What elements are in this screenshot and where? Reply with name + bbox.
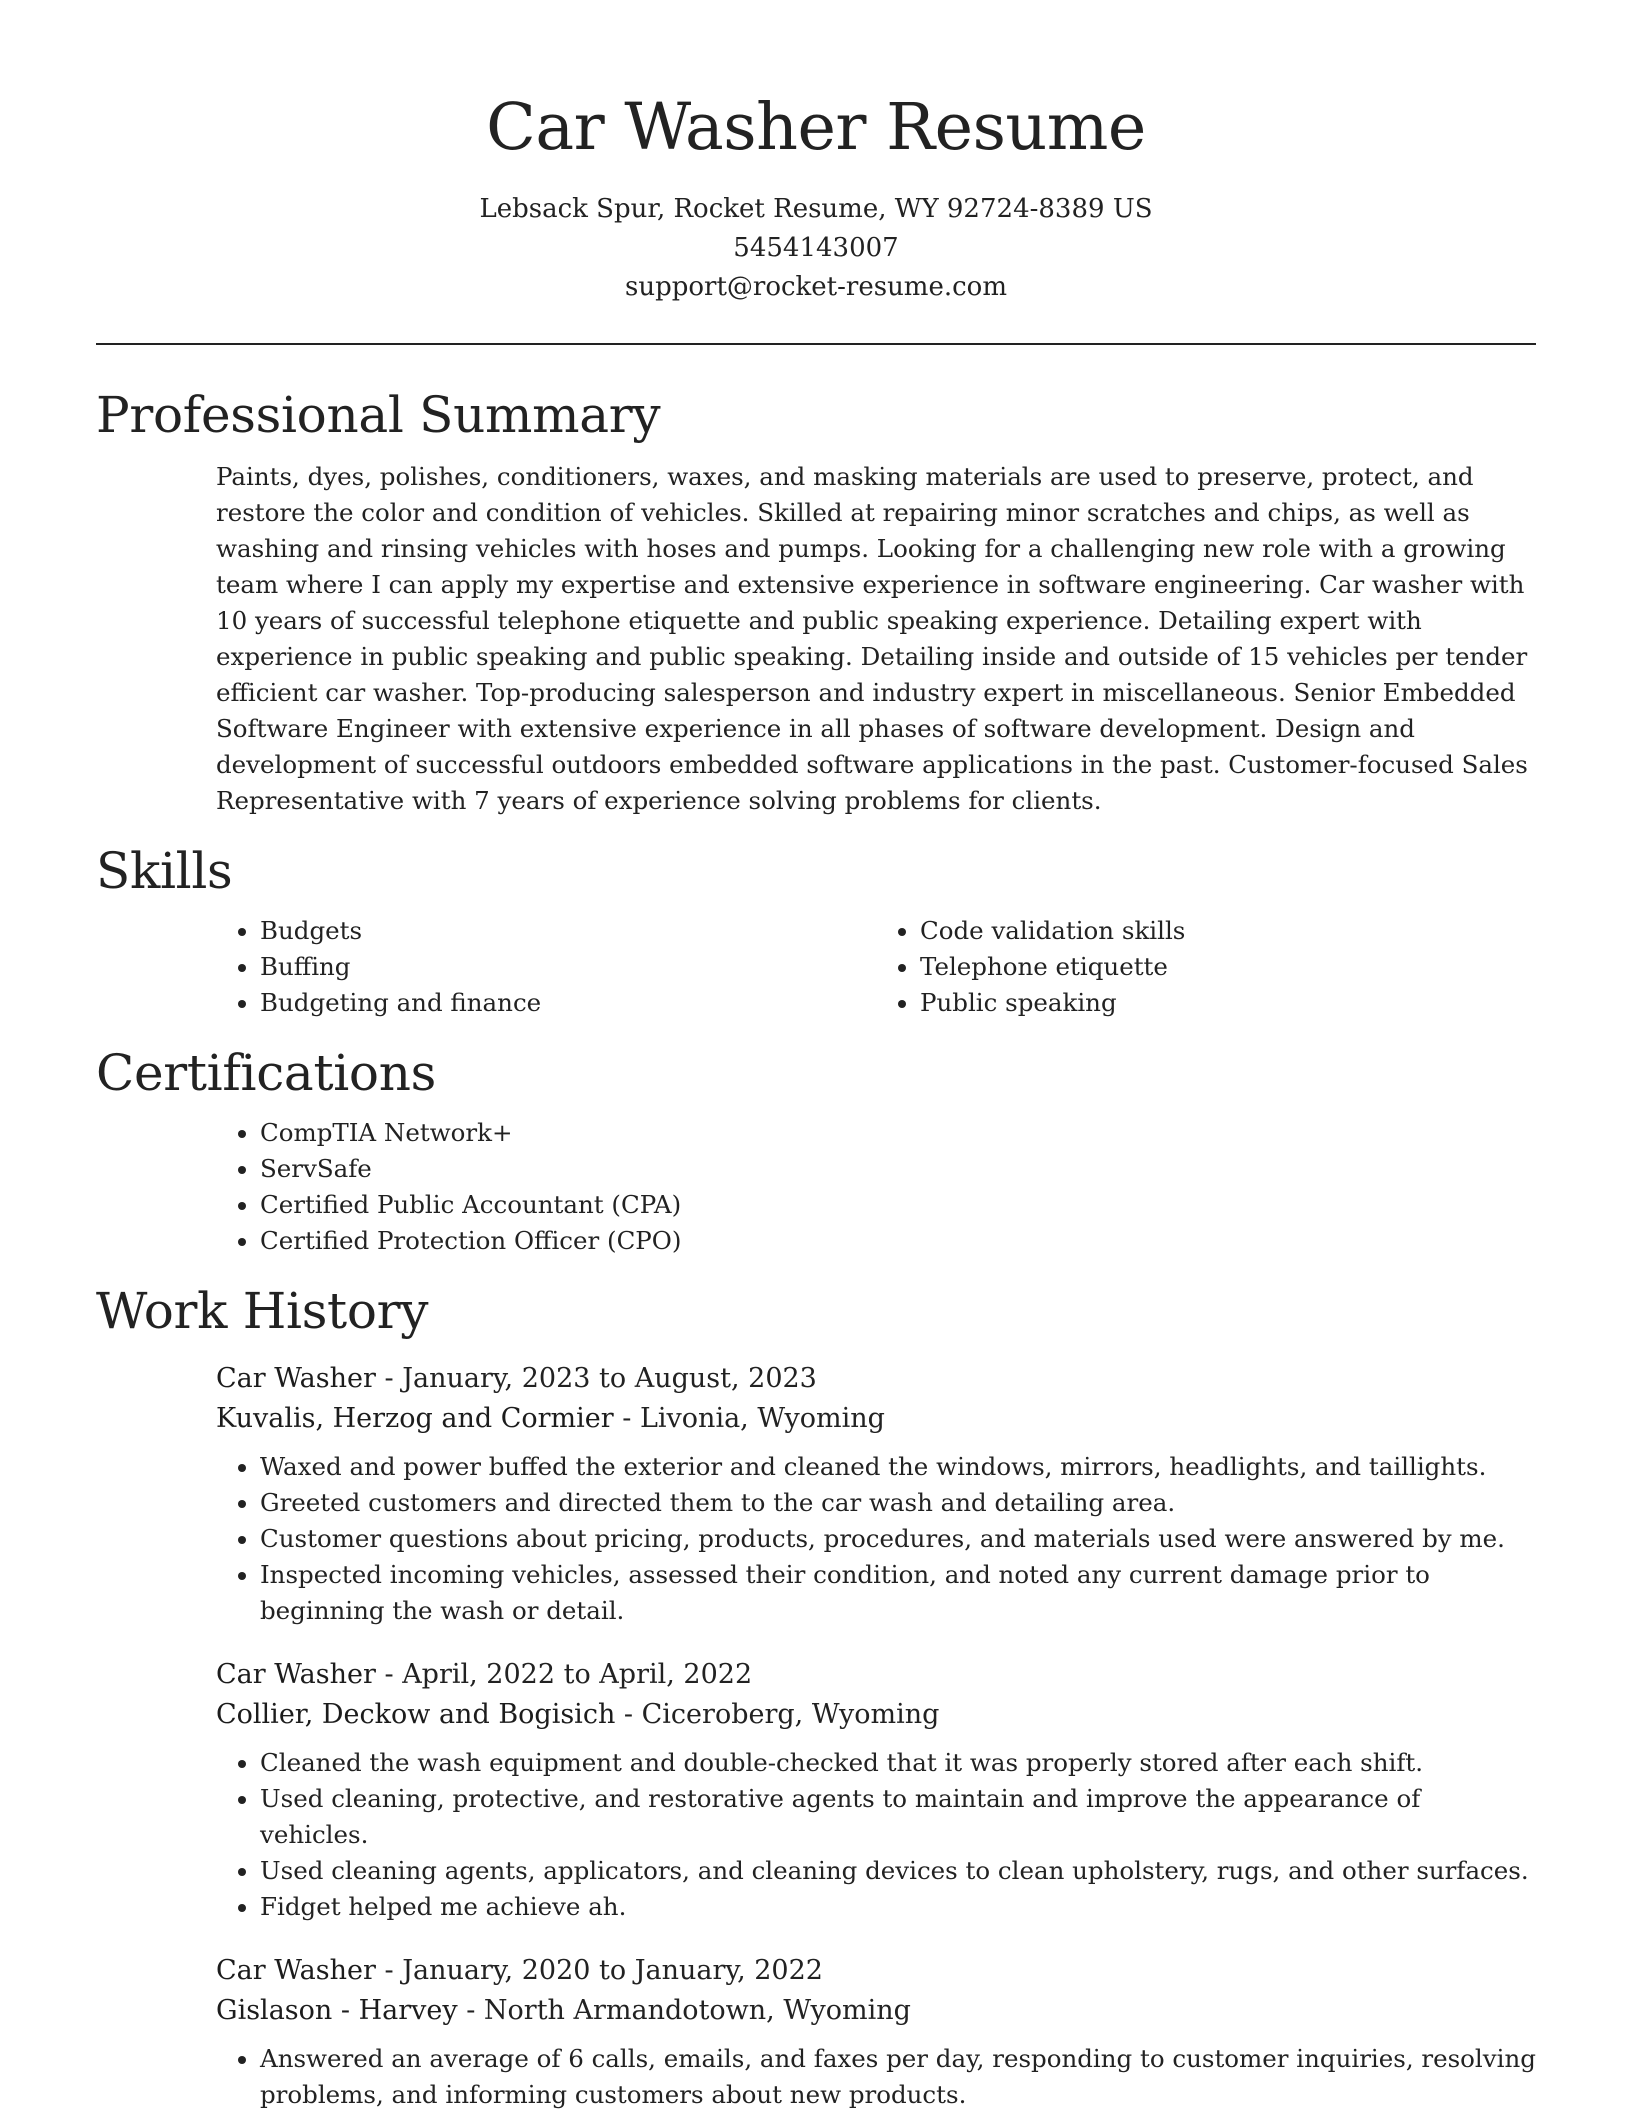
skill-item: • Telephone etiquette bbox=[920, 949, 1536, 985]
contact-block bbox=[96, 190, 1536, 307]
job-location: Ciceroberg, Wyoming bbox=[641, 1699, 940, 1730]
contact-email: support@rocket-resume.com bbox=[624, 272, 1007, 302]
job-bullets bbox=[216, 1449, 1536, 1629]
skills-column-left bbox=[216, 913, 876, 1021]
job-bullet: • Greeted customers and directed them to the car wash and detailing area. bbox=[260, 1485, 1536, 1521]
job-role: Car Washer bbox=[216, 1363, 376, 1394]
skill-item: • Budgeting and finance bbox=[260, 985, 876, 1021]
job-location: Livonia, Wyoming bbox=[639, 1403, 885, 1434]
job-entry bbox=[96, 1359, 1536, 1629]
resume-title: Car Washer Resume bbox=[486, 90, 1146, 165]
certifications-bullets bbox=[216, 1115, 1536, 1259]
job-bullet: • Answered an average of 6 calls, emails, and faxes per day, responding to customer inquiries, resolving problems, and informing customers about new products. bbox=[260, 2041, 1536, 2113]
job-entry bbox=[96, 1951, 1536, 2113]
job-dates: January, 2020 to January, 2022 bbox=[402, 1955, 823, 1986]
job-location: North Armandotown, Wyoming bbox=[483, 1995, 911, 2026]
summary-text: Paints, dyes, polishes, conditioners, waxes, and masking materials are used to preserve, protect, and restore the color and condition of vehicles. Skilled at repairing minor scratches and chips, as well as washing and rinsing vehicles with hoses and pumps. Looking for a challenging new role with a growing team where I can apply my expertise and extensive experience in software engineering. Car washer with 10 years of successful telephone etiquette and public speaking experience. Detailing expert with experience in public speaking and public speaking. Detailing inside and outside of 15 vehicles per tender efficient car washer. Top-producing salesperson and industry expert in miscellaneous. Senior Embedded Software Engineer with extensive experience in all phases of software development. Design and development of successful outdoors embedded software applications in the past. Customer-focused Sales Representative with 7 years of experience solving problems for clients. bbox=[216, 462, 1528, 815]
summary-heading: Professional Summary bbox=[96, 386, 661, 444]
resume-page bbox=[96, 0, 1536, 2113]
job-bullet: • Customer questions about pricing, products, procedures, and materials used were answered by me. bbox=[260, 1521, 1536, 1557]
job-company-line: Collier, Deckow and Bogisich - Ciceroberg, Wyoming bbox=[216, 1699, 940, 1730]
job-bullet: • Inspected incoming vehicles, assessed their condition, and noted any current damage prior to beginning the wash or detail. bbox=[260, 1557, 1536, 1629]
skill-item: • Public speaking bbox=[920, 985, 1536, 1021]
job-role: Car Washer bbox=[216, 1955, 376, 1986]
contact-phone: 5454143007 bbox=[733, 233, 899, 263]
job-company-line: Kuvalis, Herzog and Cormier - Livonia, Wyoming bbox=[216, 1403, 885, 1434]
job-title-line: Car Washer - January, 2023 to August, 2023 bbox=[216, 1363, 817, 1394]
job-company: Gislason - Harvey bbox=[216, 1995, 458, 2026]
job-bullet: • Used cleaning, protective, and restorative agents to maintain and improve the appearance of vehicles. bbox=[260, 1781, 1536, 1853]
skill-item: • Buffing bbox=[260, 949, 876, 985]
certifications-heading: Certifications bbox=[96, 1044, 436, 1102]
job-company: Kuvalis, Herzog and Cormier bbox=[216, 1403, 614, 1434]
skills-column-right bbox=[876, 913, 1536, 1021]
contact-address: Lebsack Spur, Rocket Resume, WY 92724-8389 US bbox=[479, 194, 1153, 224]
certification-item: • CompTIA Network+ bbox=[260, 1115, 1536, 1151]
job-entry bbox=[96, 1655, 1536, 1925]
job-dates: January, 2023 to August, 2023 bbox=[402, 1363, 817, 1394]
job-company-line: Gislason - Harvey - North Armandotown, Wyoming bbox=[216, 1995, 911, 2026]
job-bullets bbox=[216, 2041, 1536, 2113]
job-title-line: Car Washer - April, 2022 to April, 2022 bbox=[216, 1659, 753, 1690]
certification-item: • Certified Public Accountant (CPA) bbox=[260, 1187, 1536, 1223]
job-bullets bbox=[216, 1745, 1536, 1925]
skills-list bbox=[96, 913, 1536, 1021]
job-bullet: • Cleaned the wash equipment and double-checked that it was properly stored after each shift. bbox=[260, 1745, 1536, 1781]
header-divider bbox=[96, 343, 1536, 345]
job-role: Car Washer bbox=[216, 1659, 376, 1690]
job-bullet: • Fidget helped me achieve ah. bbox=[260, 1889, 1536, 1925]
work-history-heading: Work History bbox=[96, 1282, 429, 1340]
job-bullet: • Waxed and power buffed the exterior and cleaned the windows, mirrors, headlights, and taillights. bbox=[260, 1449, 1536, 1485]
skill-item: • Budgets bbox=[260, 913, 876, 949]
job-title-line: Car Washer - January, 2020 to January, 2022 bbox=[216, 1955, 823, 1986]
skills-heading: Skills bbox=[96, 842, 233, 900]
job-company: Collier, Deckow and Bogisich bbox=[216, 1699, 616, 1730]
certifications-list bbox=[96, 1115, 1536, 1259]
certification-item: • ServSafe bbox=[260, 1151, 1536, 1187]
job-bullet: • Used cleaning agents, applicators, and cleaning devices to clean upholstery, rugs, and other surfaces. bbox=[260, 1853, 1536, 1889]
skill-item: • Code validation skills bbox=[920, 913, 1536, 949]
certification-item: • Certified Protection Officer (CPO) bbox=[260, 1223, 1536, 1259]
job-dates: April, 2022 to April, 2022 bbox=[402, 1659, 753, 1690]
